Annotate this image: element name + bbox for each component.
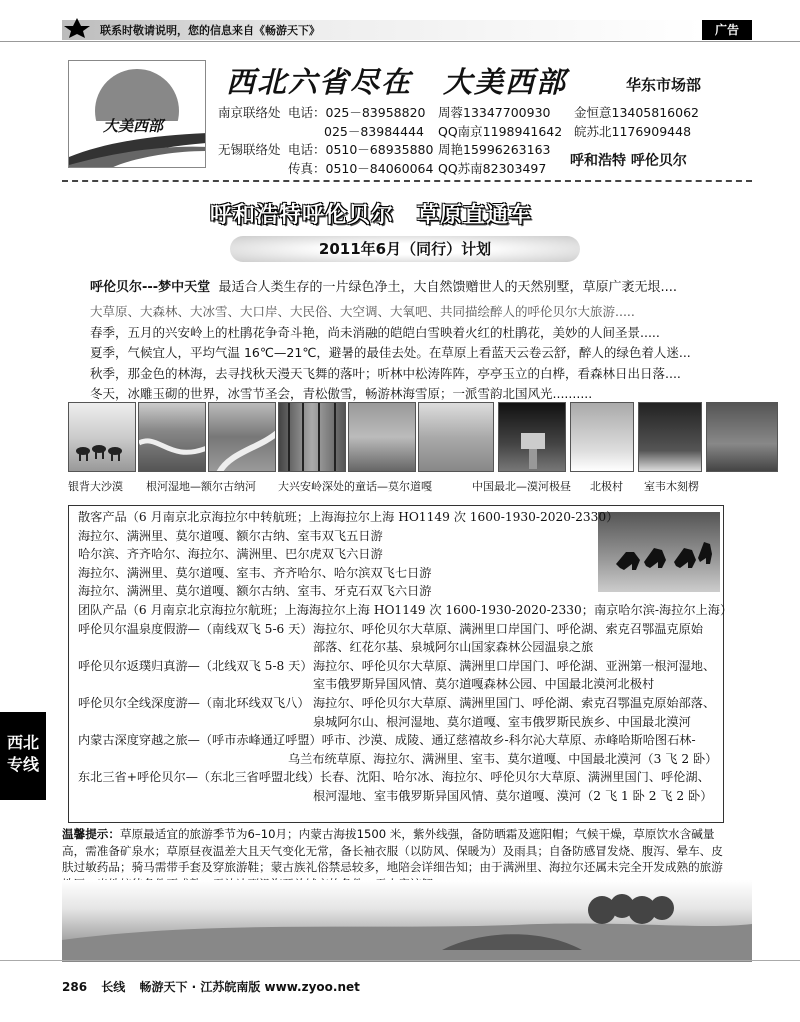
product-title: 呼和浩特呼伦贝尔 草原直通车 — [210, 203, 533, 228]
intro-text: 最适合人类生存的一片绿色净土，大自然馈赠世人的天然别墅，草原广袤无垠.... — [218, 280, 677, 295]
itinerary-row: 泉城阿尔山、根河湿地、莫尔道嘎、室韦俄罗斯民族乡、中国最北漠河 — [313, 714, 691, 729]
polar-night-photo — [638, 402, 702, 472]
season-line: 秋季，那金色的林海，去寻找秋天漫天飞舞的落叶；听林中松涛阵阵，亭亭玉立的白桦，看森林日出日落.... — [90, 365, 681, 381]
intro-line — [90, 276, 677, 295]
page-number: 286 — [62, 980, 88, 994]
itinerary-row: 根河湿地、室韦俄罗斯异国风情、莫尔道嘎、漠河（2 飞 1 卧 2 飞 2 卧） — [313, 788, 713, 803]
north-village-photo — [570, 402, 634, 472]
intro-heading: 呼伦贝尔---梦中天堂 — [90, 280, 211, 295]
itinerary-row: 呼伦贝尔返璞归真游—（北线双飞 5-8 天） 海拉尔、呼伦贝尔大草原、满洲里口岸国门、呼伦湖、亚洲第一根河湿地、 — [78, 658, 716, 673]
brand-slogan: 西北六省尽在 大美西部 — [226, 65, 568, 99]
snowfield-photo — [418, 402, 494, 472]
season-line: 冬天，冰雕玉砌的世界，冰雪节圣会，青松傲雪，畅游林海雪原；一派雪韵北国风光.......... — [90, 386, 593, 401]
itinerary-row: 部落、红花尔基、泉城阿尔山国家森林公园温泉之旅 — [313, 640, 594, 655]
magazine-name: 畅游天下 · 江苏皖南版 www.zyoo.net — [139, 980, 360, 994]
itinerary-row: 乌兰布统草原、海拉尔、满洲里、室韦、莫尔道嘎、中国最北漠河（3 飞 2 卧） — [288, 751, 718, 766]
itinerary-row: 哈尔滨、齐齐哈尔、海拉尔、满洲里、巴尔虎双飞六日游 — [78, 547, 383, 562]
photo-caption: 大兴安岭深处的童话—莫尔道嘎 — [278, 480, 432, 493]
seasons-list — [90, 302, 691, 405]
itinerary-row: 海拉尔、满洲里、莫尔道嘎、额尔古纳、室韦双飞五日游 — [78, 528, 383, 543]
top-bar — [0, 0, 800, 42]
magazine-logo-icon — [62, 16, 92, 40]
season-line: 大草原、大森林、大冰雪、大口岸、大民俗、大空调、大氧吧、共同描绘醉人的呼伦贝尔大旅游..... — [90, 304, 635, 319]
photo-caption: 室韦木刻楞 — [644, 480, 699, 493]
itinerary-row: 呼伦贝尔温泉度假游—（南线双飞 5-6 天） 海拉尔、呼伦贝尔大草原、满洲里口岸国门、呼伦湖、索克召鄂温克原始 — [78, 621, 703, 636]
river-photo — [208, 402, 276, 472]
itinerary-row: 内蒙古深度穿越之旅—（呼市赤峰通辽呼盟）呼市、沙漠、成陵、通辽慈禧故乡-科尔沁大草原、赤峰哈斯哈图石林- — [78, 733, 696, 748]
photo-caption: 北极村 — [590, 480, 623, 493]
section-side-tag: 西北 专线 — [0, 712, 46, 800]
night-tower-photo — [498, 402, 566, 472]
itinerary-row: 海拉尔、满洲里、莫尔道嘎、室韦、齐齐哈尔、哈尔滨双飞七日游 — [78, 565, 432, 580]
source-notice: 联系时敬请说明，您的信息来自《畅游天下》 — [100, 24, 320, 37]
season-line: 夏季，气候宜人，平均气温 16℃—21℃，避暑的最佳去处。在草原上看蓝天云卷云舒，醉人的绿色着人迷... — [90, 345, 691, 360]
photo-caption: 中国最北—漠河极昼 — [472, 480, 571, 493]
desert-photo — [68, 402, 136, 472]
tips-text: 草原最适宜的旅游季节为6–10月；内蒙古海拔1500 米，紫外线强，备防晒霜及遮阳帽；气候干燥，草原饮水含碱量高，需准备矿泉水；草原昼夜温差大且天气变化无常，备长袖衣服（以防风、保暖为）及雨具；自备防感冒发烧、腹泻、晕车、皮肤过敏药品；骑马需带手套及穿旅游鞋；蒙古族礼俗禁忌较多，地陪会详细告知；由于满洲里、海拉尔还属未完全开发成熟的旅游 — [62, 827, 723, 874]
grassland-scenery — [62, 880, 752, 962]
pine-forest-photo — [348, 402, 416, 472]
itinerary-row: 海拉尔、满洲里、莫尔道嘎、额尔古纳、室韦、牙克石双飞六日游 — [78, 584, 432, 599]
brand-logo — [68, 60, 206, 168]
wetland-photo — [138, 402, 206, 472]
ad-label: 广告 — [702, 20, 752, 40]
photo-caption: 银背大沙漠 — [68, 480, 123, 493]
photo-caption: 根河湿地—额尔古纳河 — [146, 480, 256, 493]
itinerary-row: 东北三省+呼伦贝尔—（东北三省呼盟北线）长春、沈阳、哈尔冰、海拉尔、呼伦贝尔大草原、满洲里国门、呼伦湖、 — [78, 770, 710, 785]
footer-divider — [0, 960, 800, 961]
forest-photo — [278, 402, 346, 472]
section-name: 长线 — [101, 980, 126, 994]
season-line: 春季，五月的兴安岭上的杜鹃花争奇斗艳，尚未消融的皑皑白雪映着火红的杜鹃花，美妙的人间圣景..... — [90, 324, 660, 340]
cities-served: 呼和浩特 呼伦贝尔 — [570, 153, 687, 169]
itinerary-list — [78, 508, 732, 806]
divider — [62, 180, 752, 182]
photo-captions — [68, 478, 748, 494]
photo-strip — [68, 402, 748, 474]
itinerary-row: 呼伦贝尔全线深度游—（南北环线双飞八） 海拉尔、呼伦贝尔大草原、满洲里国门、呼伦湖、索克召鄂温克原始部落、 — [78, 695, 716, 710]
log-house-photo — [706, 402, 778, 472]
brand-name: 大美西部 — [103, 117, 164, 135]
east-department: 华东市场部 — [626, 76, 702, 94]
tips-label: 温馨提示： — [62, 827, 120, 841]
itinerary-row: 散客产品（6 月南京北京海拉尔中转航班；上海海拉尔上海 HO1149 次 1600-1930-2020-2330） — [78, 510, 619, 524]
itinerary-row: 团队产品（6 月南京北京海拉尔航班；上海海拉尔上海 HO1149 次 1600-1930-2020-2330；南京哈尔滨-海拉尔上海） — [78, 602, 733, 617]
plan-badge: 2011年6月（同行）计划 — [230, 236, 580, 262]
footer — [62, 978, 370, 995]
itinerary-row: 室韦俄罗斯异国风情、莫尔道嘎森林公园、中国最北漠河北极村 — [313, 677, 655, 692]
